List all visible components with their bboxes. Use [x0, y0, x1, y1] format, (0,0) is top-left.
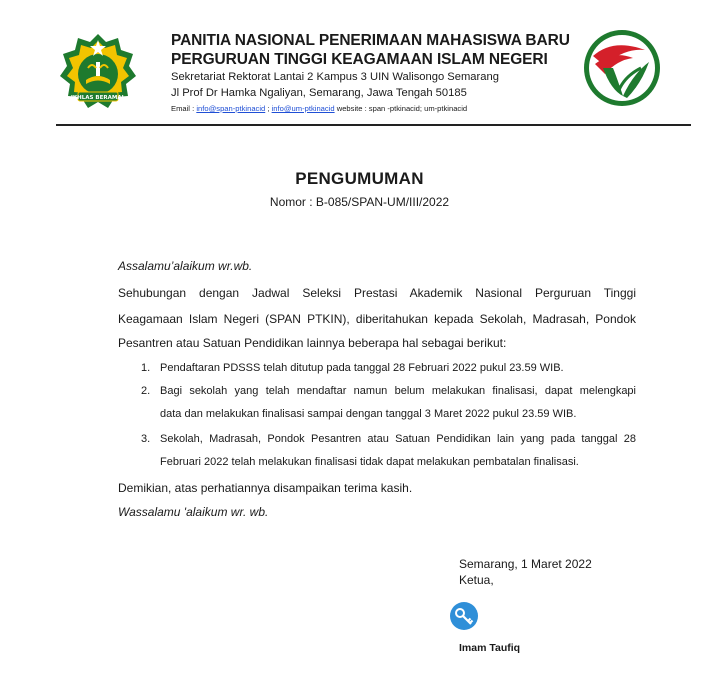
list-item-text: data dan melakukan finalisasi sampai dengan tanggal 3 Maret 2022 pukul 23.59 WIB.: [160, 408, 577, 420]
list-item-number: 3.: [141, 433, 151, 445]
list-item-text: Bagi sekolah yang telah mendaftar namun belum melakukan finalisasi, dapat melengkapi: [160, 385, 636, 397]
intro-line-1: Sehubungan dengan Jadwal Seleksi Prestasi Akademik Nasional Perguruan Tinggi: [118, 286, 636, 300]
kemenag-logo-text: IKHLAS BERAMAL: [70, 95, 126, 101]
page-title: PENGUMUMAN: [295, 169, 424, 188]
closing-greeting: Wassalamu 'alaikum wr. wb.: [118, 505, 269, 519]
signature-place-date: Semarang, 1 Maret 2022: [459, 557, 592, 571]
letterhead-divider: [56, 124, 691, 126]
letterhead-address2: Jl Prof Dr Hamka Ngaliyan, Semarang, Jawa Tengah 50185: [171, 87, 467, 99]
kemenag-logo: [58, 32, 138, 112]
list-item-text: Sekolah, Madrasah, Pondok Pesantren atau Satuan Pendidikan lain yang pada tanggal 28: [160, 433, 636, 445]
list-item-text: Pendaftaran PDSSS telah ditutup pada tanggal 28 Februari 2022 pukul 23.59 WIB.: [160, 362, 564, 374]
key-signature-icon: [449, 601, 479, 631]
letterhead-address1: Sekretariat Rektorat Lantai 2 Kampus 3 UIN Walisongo Semarang: [171, 71, 499, 83]
document-number: Nomor : B-085/SPAN-UM/III/2022: [269, 195, 450, 209]
intro-line-2: Keagamaan Islam Negeri (SPAN PTKIN), diberitahukan kepada Sekolah, Madrasah, Pondok: [118, 312, 636, 326]
intro-line-3: Pesantren atau Satuan Pendidikan lainnya beberapa hal sebagai berikut:: [118, 336, 507, 350]
closing-text: Demikian, atas perhatiannya disampaikan terima kasih.: [118, 481, 413, 495]
signatory-name: Imam Taufiq: [459, 642, 521, 654]
email-separator: ;: [265, 104, 272, 113]
website-text: website : span -ptkinacid; um-ptkinacid: [334, 104, 468, 113]
letterhead-line1: PANITIA NASIONAL PENERIMAAN MAHASISWA BARU: [171, 32, 570, 49]
email-link-1[interactable]: info@span-ptkinacid: [196, 104, 266, 113]
list-item-number: 1.: [141, 362, 151, 374]
letterhead-contact: [171, 104, 467, 113]
list-item-number: 2.: [141, 385, 151, 397]
email-label: Email :: [171, 104, 197, 113]
opening-greeting: Assalamu’alaikum wr.wb.: [118, 259, 253, 273]
letterhead-line2: PERGURUAN TINGGI KEAGAMAAN ISLAM NEGERI: [171, 51, 548, 68]
signature-role: Ketua,: [459, 573, 494, 587]
list-item-text: Februari 2022 telah melakukan finalisasi tidak dapat melakukan pembatalan finalisasi.: [160, 456, 579, 468]
ptkin-logo: [583, 28, 661, 108]
email-link-2[interactable]: info@um-ptkinacid: [271, 104, 335, 113]
